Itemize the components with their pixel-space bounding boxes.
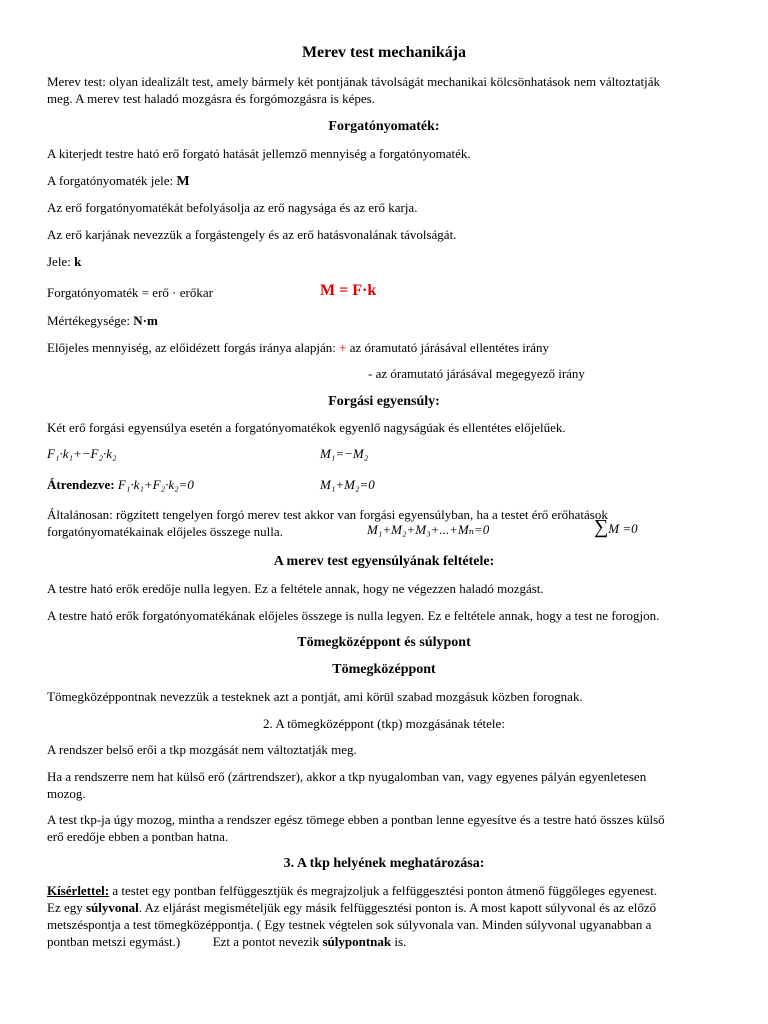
torque-symbol-line bbox=[47, 172, 728, 190]
sum-equation: M₁+M₂+M₃+...+Mₙ=0 bbox=[367, 522, 490, 537]
sigma-symbol: ∑ bbox=[594, 516, 609, 538]
rearranged-moments: M₁+M₂=0 bbox=[320, 477, 375, 492]
locate-line-2 bbox=[47, 899, 728, 916]
rearranged-line bbox=[47, 476, 194, 493]
gravity-line-term: súlyvonal bbox=[85, 900, 139, 915]
experiment-label: Kísérlettel: bbox=[47, 883, 110, 898]
unit-label: Mértékegysége: bbox=[47, 313, 134, 328]
locate-line-4 bbox=[47, 933, 728, 950]
general-line-1: Általánosan: rögzített tengelyen forgó merev test akkor van forgási egyensúlyban, ha a testet érő erőhatások bbox=[47, 507, 608, 522]
equilibrium-text: Két erő forgási egyensúlya esetén a forgatónyomatékok egyenlő nagyságúak és ellentétes előjelűek. bbox=[47, 420, 566, 435]
com-theorem: 2. A tömegközéppont (tkp) mozgásának tétele: bbox=[263, 716, 505, 731]
torque-arm-definition: Az erő karjának nevezzük a forgástengely és az erő hatásvonalának távolságát. bbox=[47, 227, 457, 242]
sum-short-text: M =0 bbox=[608, 521, 638, 536]
com-subheading: Tömegközéppont bbox=[332, 662, 436, 677]
com-closed-system-2: mozog. bbox=[47, 786, 86, 801]
sign-text: Előjeles mennyiség, az előidézett forgás iránya alapján: bbox=[47, 340, 340, 355]
com-motion-2: erő eredője ebben a pontban hatna. bbox=[47, 829, 229, 844]
rigid-condition-2: A testre ható erők forgatónyomatékának előjeles összege is nulla legyen. Ez e feltétele annak, hogy a test ne forogjon. bbox=[47, 608, 660, 623]
locate-line-3: metszéspontja a test tömegközéppontja. ( Egy testnek végtelen sok súlyvonala van. Minden súlyvonal ugyanabban a bbox=[47, 917, 652, 932]
equation-moments: M₁=−M₂ bbox=[320, 446, 369, 461]
locate-line-1-text: a testet egy pontban felfüggesztjük és megrajzoljuk a felfüggesztési ponton átmenő függőleges egyenest. bbox=[109, 883, 658, 898]
rearranged-forces: F₁·k₁+F₂·k₂=0 bbox=[117, 477, 194, 492]
arm-symbol: k bbox=[74, 254, 82, 269]
torque-factors: Az erő forgatónyomatékát befolyásolja az erő nagysága és az erő karja. bbox=[47, 200, 418, 215]
torque-symbol-label: A forgatónyomaték jele: bbox=[47, 173, 177, 188]
equilibrium-heading: Forgási egyensúly: bbox=[328, 394, 440, 409]
center-of-gravity-term: súlypontnak bbox=[322, 934, 392, 949]
com-definition: Tömegközéppontnak nevezzük a testeknek azt a pontját, ami körül szabad mozgásuk közben forognak. bbox=[47, 689, 583, 704]
page-title: Merev test mechanikája bbox=[301, 44, 467, 61]
intro-line-2: meg. A merev test haladó mozgásra és forgómozgásra is képes. bbox=[47, 91, 375, 106]
plus-direction: az óramutató járásával ellentétes irány bbox=[346, 340, 549, 355]
locate-line-1 bbox=[47, 882, 728, 899]
minus-direction: - az óramutató járásával megegyező irány bbox=[368, 366, 585, 381]
locate-line-2-a: Ez egy bbox=[47, 900, 86, 915]
intro-line-1: Merev test: olyan idealizált test, amely bármely két pontjának távolságát mechanikai kölcsönhatások nem változtatják bbox=[47, 74, 660, 89]
com-closed-system-1: Ha a rendszerre nem hat külső erő (zártrendszer), akkor a tkp nyugalomban van, vagy egyenes pályán egyenletesen bbox=[47, 769, 647, 784]
sign-line bbox=[47, 339, 728, 356]
torque-word-formula: Forgatónyomaték = erő · erőkar bbox=[47, 285, 213, 300]
unit-line bbox=[47, 312, 728, 329]
equation-forces: F₁·k₁+−F₂·k₂ bbox=[47, 446, 117, 461]
torque-symbol: M bbox=[176, 174, 190, 189]
com-heading: Tömegközéppont és súlypont bbox=[297, 635, 471, 650]
general-line-2: forgatónyomatékainak előjeles összege nulla. bbox=[47, 524, 283, 539]
rigid-condition-1: A testre ható erők eredője nulla legyen. Ez a feltétele annak, hogy ne végezzen haladó mozgást. bbox=[47, 581, 544, 596]
locate-line-2-c: . Az eljárást megismételjük egy másik felfüggesztési ponton is. A most kapott súlyvonal és az előző bbox=[138, 900, 657, 915]
rigid-condition-heading: A merev test egyensúlyának feltétele: bbox=[273, 554, 495, 569]
com-motion-1: A test tkp-ja úgy mozog, mintha a rendszer egész tömege ebben a pontban lenne egyesítve és a testre ható összes külső bbox=[47, 812, 665, 827]
arm-symbol-line bbox=[47, 253, 728, 270]
torque-heading: Forgatónyomaték: bbox=[328, 119, 440, 134]
com-internal-forces: A rendszer belső erői a tkp mozgását nem változtatják meg. bbox=[47, 742, 357, 757]
torque-definition: A kiterjedt testre ható erő forgató hatását jellemző mennyiség a forgatónyomaték. bbox=[47, 146, 471, 161]
plus-sign: + bbox=[339, 340, 347, 355]
locate-heading: 3. A tkp helyének meghatározása: bbox=[283, 856, 485, 871]
torque-formula: M = F·k bbox=[320, 282, 377, 299]
unit-value: N·m bbox=[133, 313, 158, 328]
locate-line-4-a: pontban metszi egymást.) Ezt a pontot nevezik bbox=[47, 934, 323, 949]
sum-short-equation bbox=[594, 516, 638, 538]
rearranged-label: Átrendezve: bbox=[47, 477, 118, 492]
arm-symbol-label: Jele: bbox=[47, 254, 75, 269]
locate-line-4-c: is. bbox=[391, 934, 407, 949]
